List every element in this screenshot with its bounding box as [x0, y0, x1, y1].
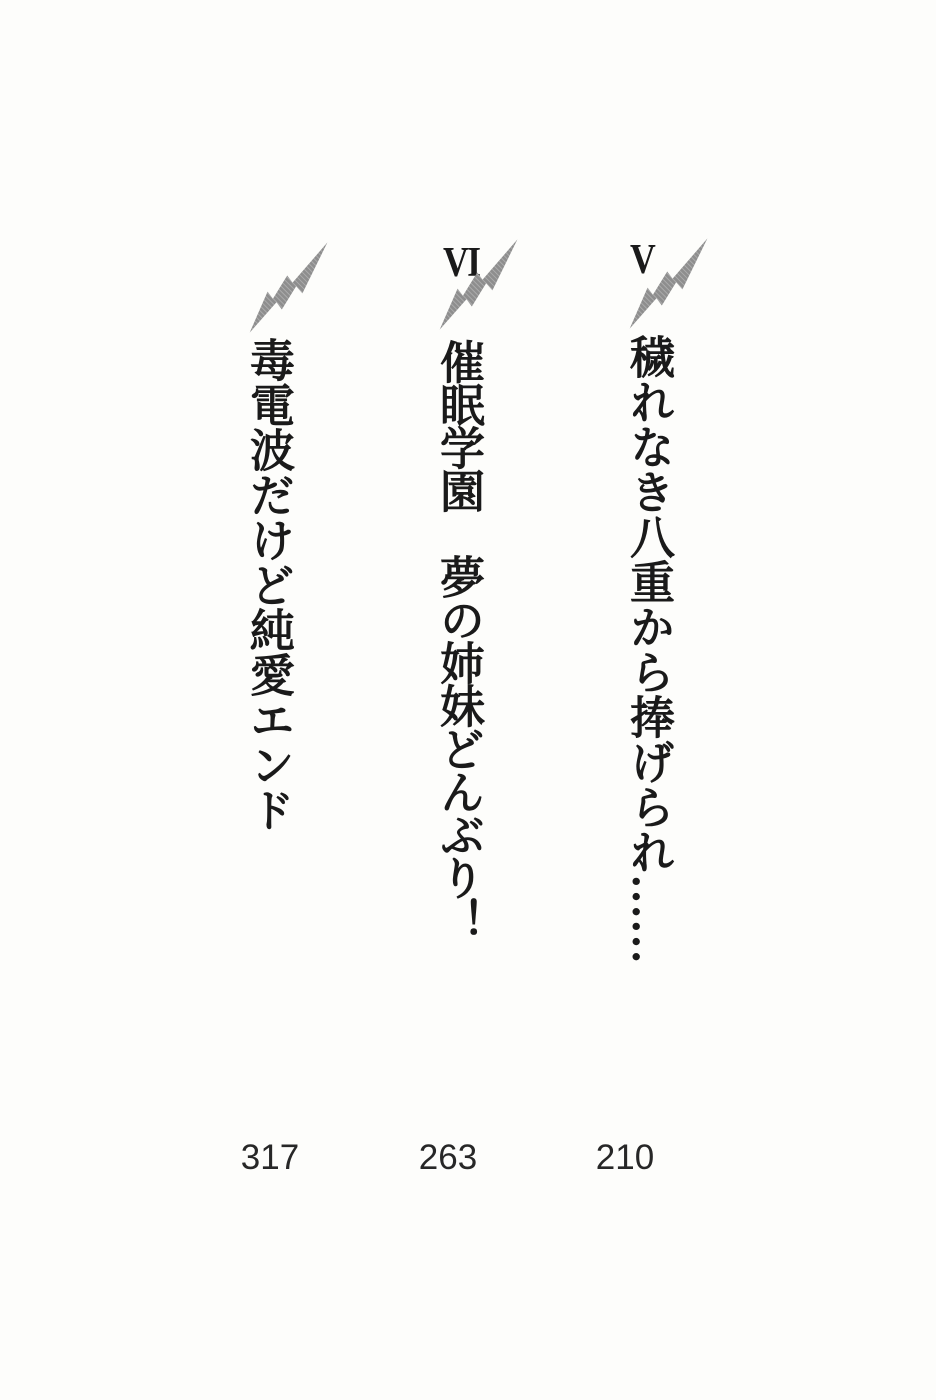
lightning-bolt-icon	[247, 241, 331, 335]
lightning-bolt-icon	[437, 238, 521, 332]
page-number: 317	[240, 1138, 300, 1177]
lightning-bolt-icon	[627, 237, 711, 331]
page-number: 263	[418, 1138, 478, 1177]
chapter-title: 毒電波だけど純愛エンド	[243, 337, 293, 832]
chapter-numeral: VI	[443, 240, 480, 286]
page-number: 210	[595, 1138, 655, 1177]
chapter-numeral: V	[630, 237, 655, 283]
chapter-title: 穢れなき八重から捧げられ……	[623, 334, 673, 964]
chapter-title: 催眠学園 夢の姉妹どんぶり！	[433, 339, 483, 941]
